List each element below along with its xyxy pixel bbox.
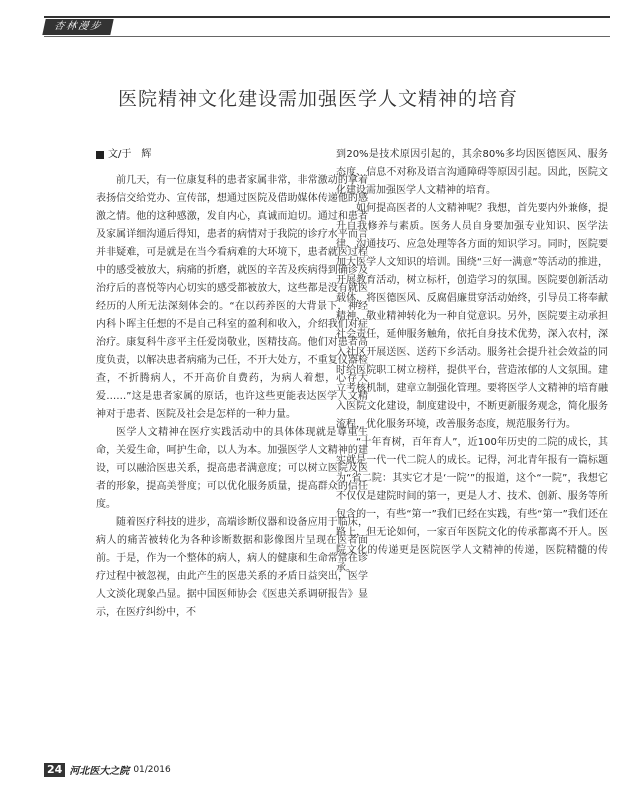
paragraph: “十年育树，百年育人”，近100年历史的二院的成长，其实就是一代一代二院人的成长。记得，河北青年报有一篇标题为“省二院：其实它才是‘一院’”的报道，这个“一院”，我想它不仅仅是建院时间的第一，更是人才、技术、创新、服务等所包含的一，有些“第一”我们已经在实践，有些“第一”我们还在路上，但无论如何，一家百年医院文化的传承都离不开人。医院文化的传递更是医院医学人文精神的传递，医院精髓的传承。 [336, 437, 608, 574]
author-bullet-icon [96, 151, 104, 159]
page-number: 24 [44, 763, 65, 777]
journal-name: 河北医大之院 [69, 766, 130, 777]
paragraph: 前几天，有一位康复科的患者家属非常，非常激动的拿着表扬信交给党办、宣传部，想通过医院及借助媒体传递他的感激之情。他的这种感激，发自内心，真诚而迫切。通过和患者及家属详细沟通后得知，患者的病情对于我院的诊疗水平而言并非疑难，可是就是在当今看病难的大环境下，患者就医过程中的感受被放大，病痛的折磨，就医的辛苦及疾病得到确诊及治疗后的喜悦等内心切实的感受都被放大，这些都是没有就医经历的人所无法深刻体会的。“在以药养医的大背景下，神经内科卜晖主任想的不是自己科室的盈利和收入，介绍我们对症治疗。康复科牛彦平主任爱岗敬业，医精技高。他们对患者高度负责，以解决患者病痛为己任，不开大处方，不重复仪器检查，不折腾病人，不开高价自费药，为病人着想，心存大爱……”这是患者家属的原话，也许这些更能表达医学人文精神对于患者、医院及社会是怎样的一种力量。 [96, 175, 368, 420]
paragraph: 随着医疗科技的进步，高端诊断仪器和设备应用于临床，病人的痛苦被转化为各种诊断数据和影像图片呈现在医者面前。于是，作为一个整体的病人，病人的健康和生命常常在诊疗过程中被忽视，由此产生的医患关系的矛盾日益突出，医学人文淡化现象凸显。据中国医师协会《医患关系调研报告》显示，在医疗纠纷中，不 [96, 517, 368, 618]
issue-number: 01/2016 [133, 764, 171, 775]
left-column [96, 146, 368, 622]
author-line [96, 146, 368, 164]
author-name: 文/于 辉 [108, 149, 152, 160]
article-title: 医院精神文化建设需加强医学人文精神的培育 [117, 88, 518, 110]
right-column [336, 146, 608, 578]
paragraph: 医学人文精神在医疗实践活动中的具体体现就是尊重生命，关爱生命，呵护生命，以人为本。加强医学人文精神的建设，可以融洽医患关系，提高患者满意度；可以树立医院及医者的形象，提高美誉度；可以优化服务质量，提高群众的信任度。 [96, 427, 368, 510]
paragraph: 到20%是技术原因引起的，其余80%多均因医德医风、服务态度、信息不对称及语言沟通障碍等原因引起。因此，医院文化建设需加强医学人文精神的培育。 [336, 149, 608, 196]
section-header-bar [44, 16, 610, 37]
section-tag: 杏林漫步 [42, 19, 113, 35]
paragraph: 如何提高医者的人文精神呢？我想，首先要内外兼修，提升自我修养与素质。医务人员自身要加强专业知识、医学法律、沟通技巧、应急处理等各方面的知识学习。同时，医院要加大医学人文知识的培训。围绕“三好一满意”等活动的推进，开展教育活动，树立标杆，创造学习的氛围。医院要创新活动载体，将医德医风、反腐倡廉贯穿活动始终，引导员工将奉献精神、敬业精神转化为一种自觉意识。另外，医院要主动承担社会责任，延伸服务触角，依托自身技术优势，深入农村，深入社区开展送医、送药下乡活动。服务社会提升社会效益的同时给医院职工树立榜样，提供平台，营造浓郁的人文氛围。建立考核机制，建章立制强化管理。要将医学人文精神的培育融入医院文化建设，制度建设中，不断更新服务观念，简化服务流程，优化服务环境，改善服务态度，规范服务行为。 [336, 203, 608, 430]
page-footer [44, 762, 171, 777]
